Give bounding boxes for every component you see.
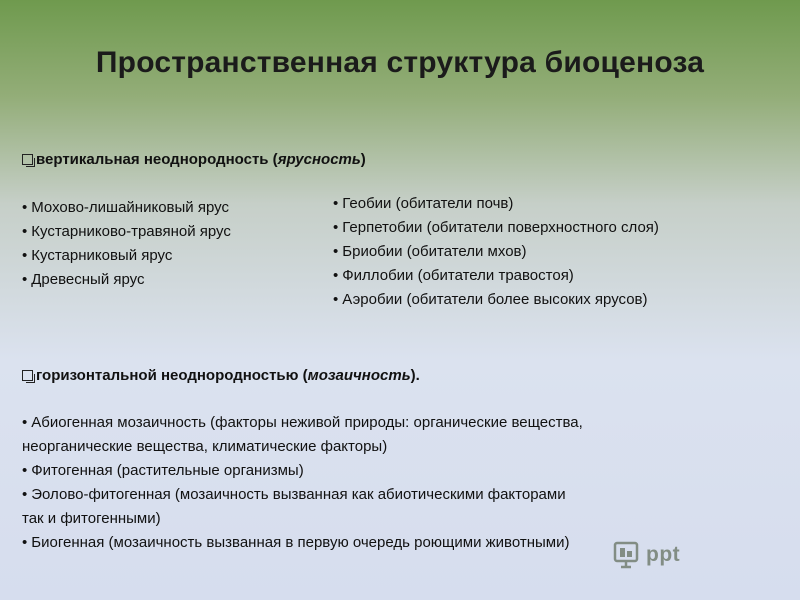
list-item: • Аэробии (обитатели более высоких ярусов): [333, 291, 648, 308]
list-item: • Герпетобии (обитатели поверхностного слоя): [333, 219, 659, 236]
watermark-logo-icon: [613, 541, 641, 569]
tiers-list: [22, 196, 231, 292]
list-item: • Фитогенная (растительные организмы): [22, 462, 304, 479]
mosaic-list: [22, 411, 583, 555]
bullet-icon: •: [22, 534, 28, 551]
bullet-icon: •: [22, 247, 28, 264]
list-item: • Филлобии (обитатели травостоя): [333, 267, 574, 284]
vertical-heading-em: ярусность: [277, 151, 361, 168]
horizontal-heading-text: горизонтальной неоднородностью (: [36, 367, 308, 384]
slide-title: Пространственная структура биоценоза: [95, 46, 705, 79]
checkbox-bullet-icon: [22, 370, 33, 381]
bullet-icon: •: [333, 219, 339, 236]
list-item: • Геобии (обитатели почв): [333, 195, 514, 212]
list-item: • Древесный ярус: [22, 271, 145, 288]
list-item: • Биогенная (мозаичность вызванная в первую очередь роющими животными): [22, 534, 570, 551]
bullet-icon: •: [22, 486, 28, 503]
bullet-icon: •: [22, 462, 28, 479]
bullet-icon: •: [22, 414, 28, 431]
vertical-heading-text: вертикальная неоднородность (: [36, 151, 278, 168]
list-item: • Мохово-лишайниковый ярус: [22, 199, 229, 216]
checkbox-bullet-icon: [22, 154, 33, 165]
list-item: • Эолово-фитогенная (мозаичность вызванная как абиотическими факторами: [22, 486, 566, 503]
vertical-heading-tail: ): [360, 151, 366, 168]
bullet-icon: •: [22, 223, 28, 240]
horizontal-heading: [22, 367, 420, 384]
bullet-icon: •: [22, 199, 28, 216]
list-item: • Абиогенная мозаичность (факторы неживой природы: органические вещества,: [22, 414, 583, 431]
horizontal-heading-em: мозаичность: [307, 367, 411, 384]
inhabitants-list: [333, 192, 659, 312]
watermark-logo: [613, 540, 763, 570]
bullet-icon: •: [333, 243, 339, 260]
list-item: • Кустарниково-травяной ярус: [22, 223, 231, 240]
horizontal-heading-tail: ).: [410, 367, 420, 384]
list-item: • Бриобии (обитатели мхов): [333, 243, 527, 260]
bullet-icon: •: [333, 291, 339, 308]
watermark-logo-text: ppt: [646, 543, 681, 566]
list-item-continuation: так и фитогенными): [22, 510, 161, 527]
bullet-icon: •: [333, 195, 339, 212]
list-item-continuation: неорганические вещества, климатические факторы): [22, 438, 388, 455]
bullet-icon: •: [22, 271, 28, 288]
list-item: • Кустарниковый ярус: [22, 247, 173, 264]
bullet-icon: •: [333, 267, 339, 284]
vertical-heading: [22, 151, 366, 168]
